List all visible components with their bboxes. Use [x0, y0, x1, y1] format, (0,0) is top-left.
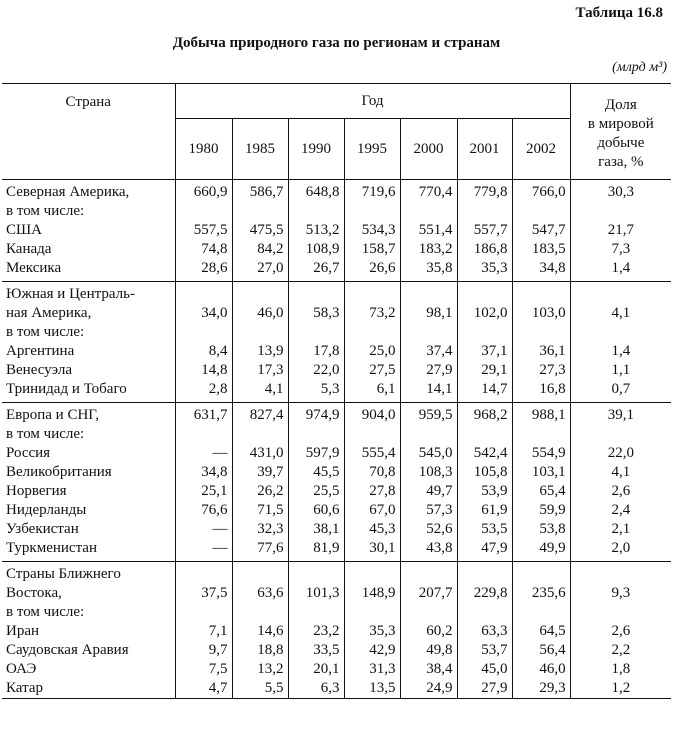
table-row [2, 622, 671, 641]
header-year-cell: 1985 [232, 119, 288, 180]
table-row [2, 361, 671, 380]
value-cell: 34,8 [175, 463, 232, 482]
value-cell: 7,1 [175, 622, 232, 641]
value-cell: 648,8 [288, 180, 344, 203]
value-cell: 904,0 [344, 403, 400, 426]
value-cell: 14,7 [457, 380, 512, 403]
share-cell [570, 323, 671, 342]
value-cell: 43,8 [400, 539, 457, 562]
value-cell [288, 562, 344, 585]
value-cell [175, 425, 232, 444]
value-cell: 46,0 [512, 660, 570, 679]
value-cell: 431,0 [232, 444, 288, 463]
row-label: Аргентина [2, 342, 175, 361]
share-cell: 22,0 [607, 445, 634, 461]
value-cell: 105,8 [457, 463, 512, 482]
share-cell: 0,7 [611, 381, 631, 397]
share-cell: 7,3 [611, 241, 631, 257]
header-year-cell: 2000 [400, 119, 457, 180]
value-cell: 959,5 [400, 403, 457, 426]
value-cell [175, 603, 232, 622]
row-label: Тринидад и Тобаго [2, 380, 175, 403]
value-cell: 968,2 [457, 403, 512, 426]
value-cell: 974,9 [288, 403, 344, 426]
value-cell [175, 562, 232, 585]
value-cell: 23,2 [288, 622, 344, 641]
value-cell [400, 282, 457, 305]
row-label: Великобритания [2, 463, 175, 482]
value-cell [288, 425, 344, 444]
row-label: в том числе: [2, 323, 175, 342]
value-cell: 7,5 [175, 660, 232, 679]
value-cell: 33,5 [288, 641, 344, 660]
value-cell [457, 425, 512, 444]
share-cell: 1,8 [611, 661, 631, 677]
value-cell: 13,2 [232, 660, 288, 679]
value-cell: 74,8 [175, 240, 232, 259]
value-cell: 25,5 [288, 482, 344, 501]
value-cell [512, 603, 570, 622]
value-cell: 29,3 [512, 679, 570, 699]
value-cell: 229,8 [457, 584, 512, 603]
header-share-line: в мировой [587, 116, 654, 132]
value-cell [344, 282, 400, 305]
value-cell: 631,7 [175, 403, 232, 426]
value-cell: 46,0 [232, 304, 288, 323]
row-label: Норвегия [2, 482, 175, 501]
value-cell: 31,3 [344, 660, 400, 679]
value-cell: 586,7 [232, 180, 288, 203]
value-cell: 547,7 [512, 221, 570, 240]
value-cell: 49,9 [512, 539, 570, 562]
value-cell [400, 425, 457, 444]
value-cell [288, 323, 344, 342]
value-cell: 9,7 [175, 641, 232, 660]
value-cell: 71,5 [232, 501, 288, 520]
value-cell: 53,9 [457, 482, 512, 501]
value-cell [232, 282, 288, 305]
value-cell: 26,2 [232, 482, 288, 501]
value-cell: 14,8 [175, 361, 232, 380]
value-cell [400, 202, 457, 221]
row-label: в том числе: [2, 425, 175, 444]
value-cell: 551,4 [400, 221, 457, 240]
table-body [2, 180, 671, 699]
value-cell: 660,9 [175, 180, 232, 203]
header-year-cell: 2002 [512, 119, 570, 180]
value-cell: 207,7 [400, 584, 457, 603]
value-cell: 5,3 [288, 380, 344, 403]
value-cell: 513,2 [288, 221, 344, 240]
table-row [2, 660, 671, 679]
value-cell: 779,8 [457, 180, 512, 203]
value-cell: 60,6 [288, 501, 344, 520]
value-cell: — [175, 539, 232, 562]
value-cell: 53,7 [457, 641, 512, 660]
value-cell: 25,1 [175, 482, 232, 501]
share-cell: 4,1 [611, 305, 631, 321]
value-cell: 27,3 [512, 361, 570, 380]
table-title: Добыча природного газа по регионам и странам [172, 35, 501, 51]
header-share [570, 84, 671, 180]
value-cell: 37,5 [175, 584, 232, 603]
row-label: Венесуэла [2, 361, 175, 380]
value-cell: 5,5 [232, 679, 288, 699]
value-cell [400, 562, 457, 585]
value-cell: 64,5 [512, 622, 570, 641]
value-cell: — [175, 520, 232, 539]
value-cell: 25,0 [344, 342, 400, 361]
value-cell [232, 562, 288, 585]
unit-label: (млрд м³) [612, 60, 667, 75]
row-label: Европа и СНГ, [2, 403, 175, 426]
row-label: в том числе: [2, 603, 175, 622]
value-cell: 58,3 [288, 304, 344, 323]
value-cell: 557,5 [175, 221, 232, 240]
header-year-cell: 1990 [288, 119, 344, 180]
row-label: Туркменистан [2, 539, 175, 562]
table-row [2, 180, 671, 203]
value-cell: 988,1 [512, 403, 570, 426]
value-cell: 108,3 [400, 463, 457, 482]
value-cell: 38,1 [288, 520, 344, 539]
value-cell [512, 202, 570, 221]
row-label: ОАЭ [2, 660, 175, 679]
value-cell: 103,1 [512, 463, 570, 482]
value-cell: 26,6 [344, 259, 400, 282]
table-row [2, 240, 671, 259]
share-cell: 4,1 [611, 464, 631, 480]
value-cell: 59,9 [512, 501, 570, 520]
table-row [2, 520, 671, 539]
table-row [2, 584, 671, 603]
value-cell [512, 282, 570, 305]
value-cell [457, 202, 512, 221]
row-label: Катар [2, 679, 175, 699]
value-cell: 67,0 [344, 501, 400, 520]
value-cell: 98,1 [400, 304, 457, 323]
value-cell: 84,2 [232, 240, 288, 259]
value-cell [288, 603, 344, 622]
header-share-line: Доля [604, 97, 637, 113]
value-cell: 45,0 [457, 660, 512, 679]
value-cell [512, 562, 570, 585]
header-year-cell: 2001 [457, 119, 512, 180]
value-cell: 183,2 [400, 240, 457, 259]
value-cell: 13,9 [232, 342, 288, 361]
value-cell: 18,8 [232, 641, 288, 660]
share-cell [570, 603, 671, 622]
share-cell [570, 562, 671, 585]
row-label: Иран [2, 622, 175, 641]
value-cell: 70,8 [344, 463, 400, 482]
value-cell: 26,7 [288, 259, 344, 282]
value-cell: 101,3 [288, 584, 344, 603]
value-cell [288, 282, 344, 305]
row-label: Нидерланды [2, 501, 175, 520]
share-cell: 2,0 [611, 540, 631, 556]
value-cell: 63,6 [232, 584, 288, 603]
table-row [2, 444, 671, 463]
value-cell: 63,3 [457, 622, 512, 641]
header-year: Год [175, 84, 570, 119]
table-row [2, 562, 671, 585]
value-cell: 14,1 [400, 380, 457, 403]
value-cell: 557,7 [457, 221, 512, 240]
value-cell: 45,5 [288, 463, 344, 482]
value-cell [175, 323, 232, 342]
value-cell [288, 202, 344, 221]
value-cell [457, 282, 512, 305]
value-cell: 4,1 [232, 380, 288, 403]
value-cell: 4,7 [175, 679, 232, 699]
value-cell: 30,1 [344, 539, 400, 562]
value-cell: 158,7 [344, 240, 400, 259]
value-cell: 39,7 [232, 463, 288, 482]
value-cell [344, 202, 400, 221]
share-cell: 2,2 [611, 642, 631, 658]
value-cell [232, 323, 288, 342]
value-cell: 49,8 [400, 641, 457, 660]
gas-production-table [2, 83, 671, 699]
table-row [2, 539, 671, 562]
value-cell [457, 323, 512, 342]
value-cell: 766,0 [512, 180, 570, 203]
table-row [2, 501, 671, 520]
value-cell: 47,9 [457, 539, 512, 562]
table-row [2, 463, 671, 482]
table-row [2, 202, 671, 221]
value-cell: 183,5 [512, 240, 570, 259]
value-cell [175, 202, 232, 221]
table-number: Таблица 16.8 [575, 5, 663, 21]
value-cell [232, 202, 288, 221]
table-row [2, 221, 671, 240]
value-cell: 555,4 [344, 444, 400, 463]
value-cell: 827,4 [232, 403, 288, 426]
share-cell: 1,4 [611, 260, 631, 276]
table-row [2, 403, 671, 426]
header-share-line: газа, % [598, 154, 644, 170]
share-cell [570, 202, 671, 221]
value-cell: 27,5 [344, 361, 400, 380]
share-cell: 1,1 [611, 362, 631, 378]
value-cell: 53,8 [512, 520, 570, 539]
row-label: Саудовская Аравия [2, 641, 175, 660]
value-cell [344, 603, 400, 622]
value-cell: 597,9 [288, 444, 344, 463]
value-cell [400, 323, 457, 342]
row-label: ная Америка, [2, 304, 175, 323]
value-cell: 6,3 [288, 679, 344, 699]
share-cell: 1,4 [611, 343, 631, 359]
value-cell: 475,5 [232, 221, 288, 240]
value-cell: 29,1 [457, 361, 512, 380]
value-cell [344, 425, 400, 444]
value-cell: 108,9 [288, 240, 344, 259]
value-cell: 545,0 [400, 444, 457, 463]
header-share-line: добыче [597, 135, 645, 151]
value-cell [175, 282, 232, 305]
value-cell: 45,3 [344, 520, 400, 539]
value-cell: 17,3 [232, 361, 288, 380]
value-cell: 186,8 [457, 240, 512, 259]
value-cell: 57,3 [400, 501, 457, 520]
value-cell: 52,6 [400, 520, 457, 539]
table-row [2, 482, 671, 501]
value-cell: 35,3 [344, 622, 400, 641]
table-row [2, 380, 671, 403]
share-cell: 1,2 [570, 679, 671, 699]
table-row [2, 425, 671, 444]
row-label: Северная Америка, [2, 180, 175, 203]
value-cell: 37,1 [457, 342, 512, 361]
table-row [2, 282, 671, 305]
value-cell: 35,8 [400, 259, 457, 282]
value-cell: 34,8 [512, 259, 570, 282]
value-cell: 61,9 [457, 501, 512, 520]
row-label: Россия [2, 444, 175, 463]
value-cell: 2,8 [175, 380, 232, 403]
table-row [2, 323, 671, 342]
value-cell: 27,9 [400, 361, 457, 380]
value-cell: 17,8 [288, 342, 344, 361]
row-label: Востока, [2, 584, 175, 603]
value-cell: 235,6 [512, 584, 570, 603]
table-row [2, 342, 671, 361]
table-row [2, 679, 671, 699]
share-cell: 39,1 [570, 403, 671, 426]
value-cell: 16,8 [512, 380, 570, 403]
value-cell: 24,9 [400, 679, 457, 699]
value-cell: 14,6 [232, 622, 288, 641]
share-cell [570, 425, 671, 444]
value-cell: 36,1 [512, 342, 570, 361]
value-cell: 37,4 [400, 342, 457, 361]
value-cell: 56,4 [512, 641, 570, 660]
table-row [2, 304, 671, 323]
value-cell: — [175, 444, 232, 463]
share-cell: 9,3 [611, 585, 631, 601]
value-cell [400, 603, 457, 622]
table-row [2, 641, 671, 660]
value-cell: 28,6 [175, 259, 232, 282]
row-label: Мексика [2, 259, 175, 282]
value-cell: 770,4 [400, 180, 457, 203]
value-cell: 38,4 [400, 660, 457, 679]
share-cell: 30,3 [570, 180, 671, 203]
value-cell: 27,9 [457, 679, 512, 699]
value-cell: 76,6 [175, 501, 232, 520]
value-cell: 542,4 [457, 444, 512, 463]
value-cell: 77,6 [232, 539, 288, 562]
value-cell: 60,2 [400, 622, 457, 641]
value-cell: 32,3 [232, 520, 288, 539]
value-cell: 719,6 [344, 180, 400, 203]
value-cell: 34,0 [175, 304, 232, 323]
value-cell: 102,0 [457, 304, 512, 323]
share-cell: 2,6 [611, 483, 631, 499]
share-cell: 21,7 [607, 222, 634, 238]
share-cell [570, 282, 671, 305]
row-label: в том числе: [2, 202, 175, 221]
row-label: Южная и Централь- [2, 282, 175, 305]
value-cell [512, 425, 570, 444]
value-cell: 27,8 [344, 482, 400, 501]
value-cell [457, 603, 512, 622]
share-cell: 2,1 [611, 521, 631, 537]
value-cell [457, 562, 512, 585]
share-cell: 2,6 [611, 623, 631, 639]
value-cell: 42,9 [344, 641, 400, 660]
value-cell: 73,2 [344, 304, 400, 323]
value-cell: 22,0 [288, 361, 344, 380]
header-year-cell: 1980 [175, 119, 232, 180]
value-cell: 49,7 [400, 482, 457, 501]
row-label: США [2, 221, 175, 240]
value-cell: 65,4 [512, 482, 570, 501]
value-cell: 53,5 [457, 520, 512, 539]
value-cell: 13,5 [344, 679, 400, 699]
header-year-cell: 1995 [344, 119, 400, 180]
value-cell: 554,9 [512, 444, 570, 463]
row-label: Узбекистан [2, 520, 175, 539]
share-cell: 2,4 [611, 502, 631, 518]
table-row [2, 259, 671, 282]
row-label: Канада [2, 240, 175, 259]
value-cell: 27,0 [232, 259, 288, 282]
value-cell [232, 603, 288, 622]
value-cell: 103,0 [512, 304, 570, 323]
value-cell [344, 562, 400, 585]
value-cell: 148,9 [344, 584, 400, 603]
value-cell: 81,9 [288, 539, 344, 562]
row-label: Страны Ближнего [2, 562, 175, 585]
value-cell: 534,3 [344, 221, 400, 240]
header-country: Страна [2, 84, 175, 180]
value-cell: 20,1 [288, 660, 344, 679]
value-cell: 8,4 [175, 342, 232, 361]
value-cell [232, 425, 288, 444]
value-cell [512, 323, 570, 342]
value-cell: 35,3 [457, 259, 512, 282]
value-cell: 6,1 [344, 380, 400, 403]
table-row [2, 603, 671, 622]
value-cell [344, 323, 400, 342]
